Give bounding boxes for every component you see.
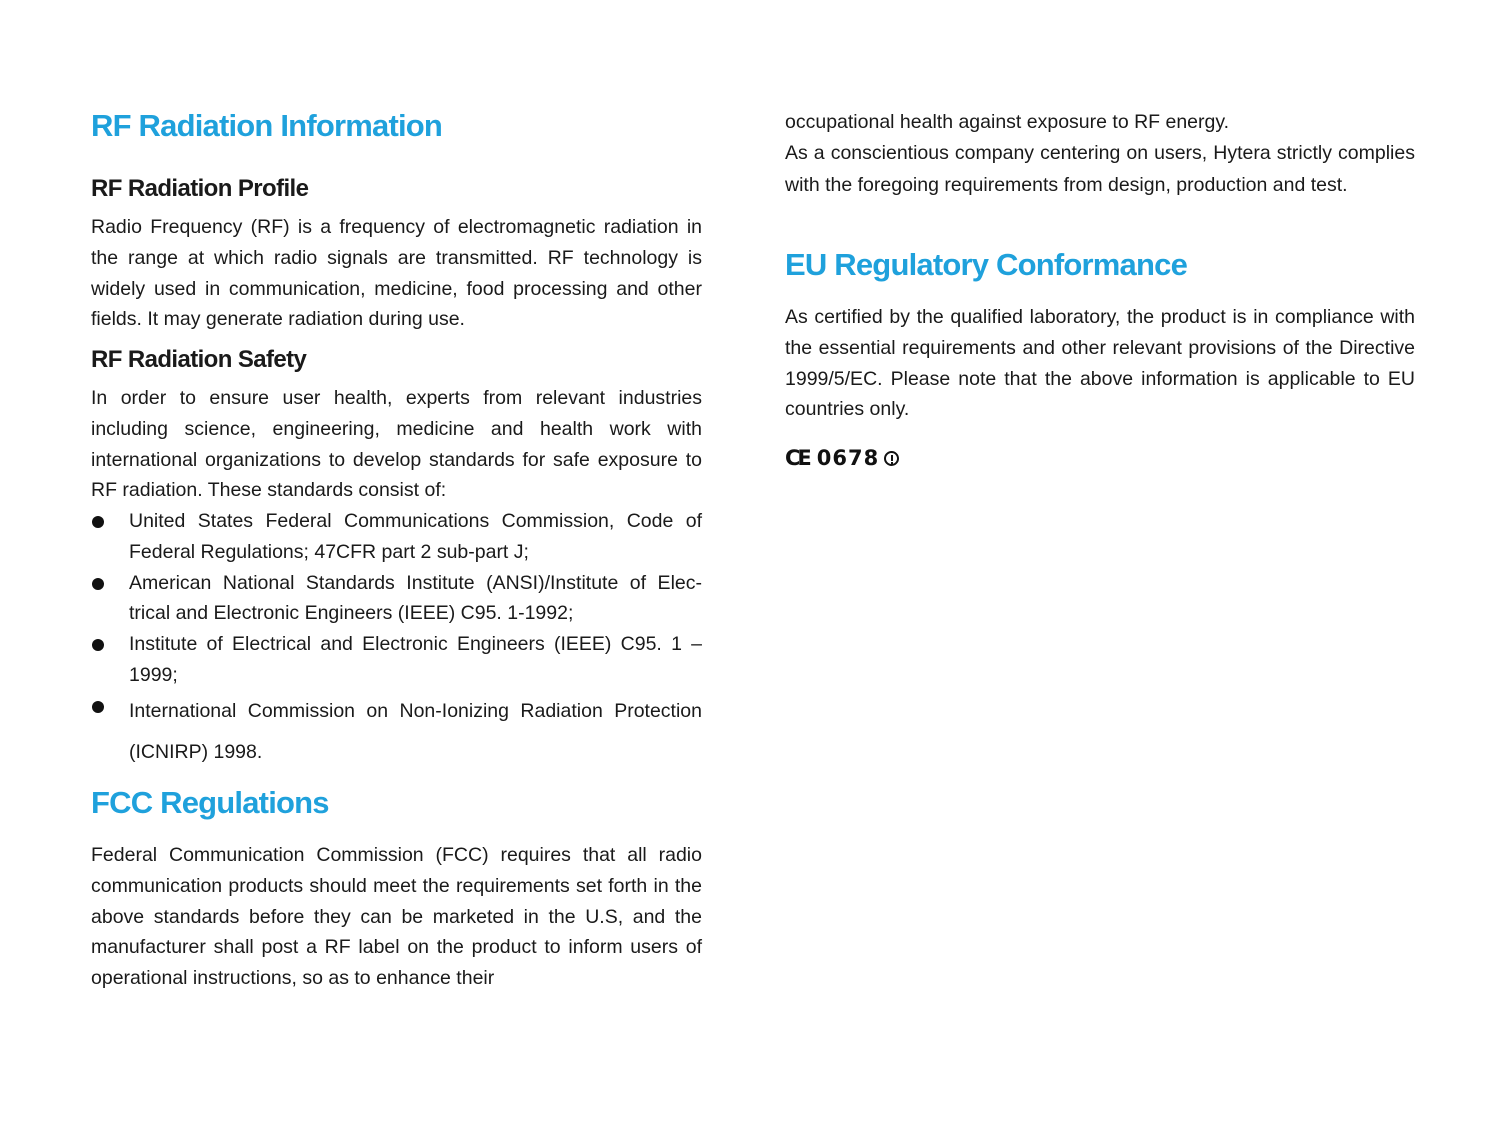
- rf-radiation-safety-heading: RF Radiation Safety: [91, 346, 307, 373]
- list-item: [91, 506, 702, 568]
- rf-radiation-safety-text: In order to ensure user health, experts from relevant industries including science, engineering, medicine and health work with international organizations to develop standards for safe exposure to RF radiation. These standards consist of:: [91, 387, 702, 502]
- ce-mark: [785, 444, 899, 472]
- ce-notified-body-number: 0678: [816, 446, 880, 470]
- standard-text: American National Standards Institute (ANSI)/Institute of Elec-trical and Electronic Engineers (IEEE) C95. 1-1992;: [129, 571, 702, 625]
- fcc-regulations-continued-text: occupational health against exposure to RF energy.: [785, 111, 1230, 133]
- eu-regulatory-conformance-title: EU Regulatory Conformance: [785, 247, 1188, 282]
- rf-radiation-profile-text: Radio Frequency (RF) is a frequency of electromagnetic radiation in the range at which radio signals are transmitted. RF technology is widely used in communication, medicine, food processing and other fields. It may generate radiation during use.: [91, 216, 702, 331]
- alert-icon: [884, 451, 899, 466]
- standard-text: United States Federal Communications Commission, Code of Federal Regulations; 47CFR part 2 sub-part J;: [129, 510, 702, 563]
- bullet-icon: [92, 578, 104, 590]
- bullet-icon: [92, 639, 104, 651]
- fcc-regulations-text: Federal Communication Commission (FCC) requires that all radio communication products should meet the requirements set forth in the above standards before they can be marketed in the U.S, and the manufacturer shall post a RF label on the product to inform users of operational instructions, so as to enhance their: [91, 844, 702, 990]
- list-item: [91, 691, 702, 773]
- rf-radiation-information-title: RF Radiation Information: [91, 108, 443, 143]
- standard-text: International Commission on Non-Ionizing Radiation Protection (ICNIRP) 1998.: [129, 699, 702, 763]
- rf-radiation-profile-heading: RF Radiation Profile: [91, 175, 309, 202]
- hytera-compliance-text: As a conscientious company centering on users, Hytera strictly complies with the foregoing requirements from design, production and test.: [785, 142, 1415, 196]
- standards-list: [91, 506, 702, 773]
- ce-logo-icon: CE: [785, 446, 809, 470]
- fcc-regulations-title: FCC Regulations: [91, 785, 329, 820]
- bullet-icon: [92, 701, 104, 713]
- bullet-icon: [92, 516, 104, 528]
- list-item: [91, 568, 702, 630]
- standard-text: Institute of Electrical and Electronic Engineers (IEEE) C95. 1 – 1999;: [129, 633, 702, 686]
- eu-conformance-text: As certified by the qualified laboratory, the product is in compliance with the essential requirements and other relevant provisions of the Directive 1999/5/EC. Please note that the above information is applicable to EU countries only.: [785, 306, 1415, 421]
- list-item: [91, 629, 702, 691]
